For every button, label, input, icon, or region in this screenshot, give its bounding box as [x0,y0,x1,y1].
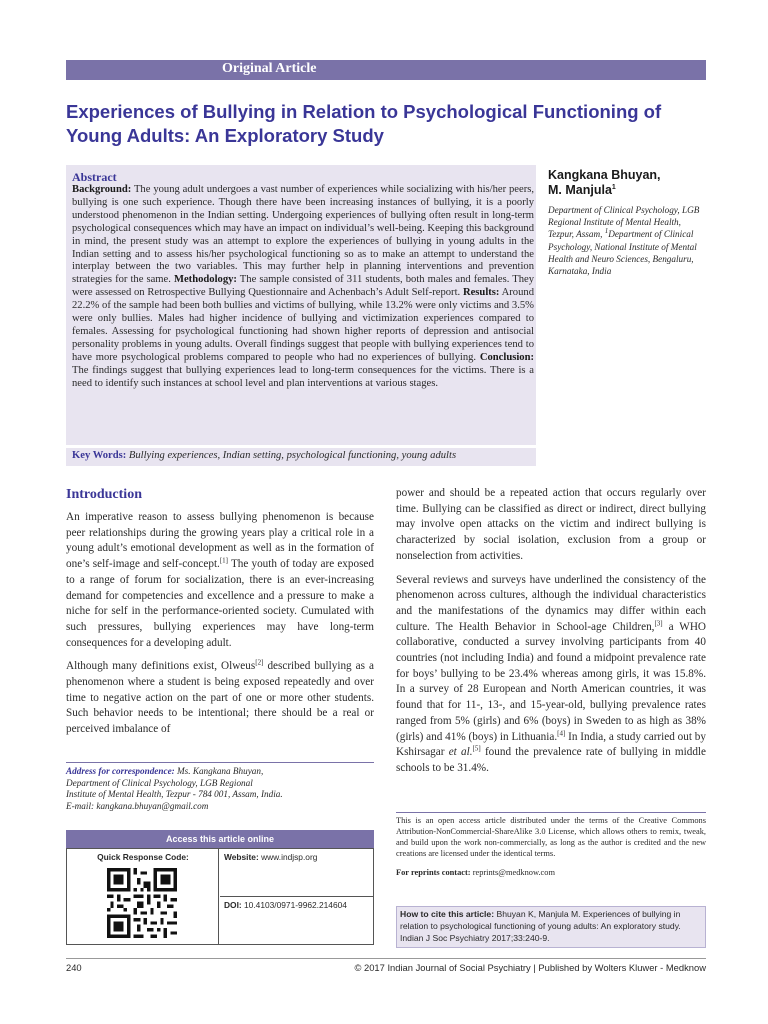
author-1: Kangkana Bhuyan, [548,168,661,182]
keywords [72,450,532,461]
ref-1: [1] [219,556,229,565]
reprints-label: For reprints contact: [396,868,471,877]
article-title: Experiences of Bullying in Relation to Psychological Functioning of Young Adults: An Exploratory Study [66,101,662,146]
cite-text: Bhuyan K, Manjula M. Experiences of bullying in relation to psychological functioning of young adults: An exploratory study. Indian J Soc Psychiatry 2017;33:240-9. [400,909,681,943]
website-cell [220,849,373,897]
affiliation-sup: 1 [604,227,609,236]
ref-2: [2] [255,658,264,667]
ref-3: [3] [654,618,663,627]
abstract-text [72,184,534,391]
correspondence-line-2: Department of Clinical Psychology, LGB Regional [66,777,253,788]
footer-divider [66,958,706,959]
how-to-cite [400,908,704,944]
et-al: et al. [448,746,473,759]
correspondence-label: Address for correspondence: [66,766,175,776]
introduction-heading: Introduction [66,487,142,502]
intro-p2b: described bullying as a phenomenon where a student is being exposed repeatedly and over time to negative action on the part of one or more other students. Such behavior needs to be intentional; there should be a real or perceived imbalance of [66,660,374,736]
qr-label: Quick Response Code: [97,852,189,862]
access-table [66,848,374,945]
intro-paragraph-1 [66,510,374,651]
conclusion-label: Conclusion: [479,351,534,363]
section-banner [66,60,706,80]
correspondence-line-3: Institute of Mental Health, Tezpur - 784 001, Assam, India. [66,789,283,800]
methodology-label: Methodology: [173,274,237,286]
footer-text: © 2017 Indian Journal of Social Psychiatry | Published by Wolters Kluwer - Medknow [354,962,706,973]
qr-code-icon[interactable] [107,866,177,940]
conclusion-text: The findings suggest that bullying experiences lead to long-term consequences for the victims. There is a need to identify such instances at school level and plan interventions at various stages. [72,364,534,389]
intro-p1b: The youth of today are exposed to a range of forum for socialization, there is an ever-increasing demand for competencies and excellence and a pressure to make a niche for self in the performance-oriented society. Cumulated with such pressures, bullying experiences may have long-term consequences for a developing adult. [66,558,374,649]
qr-cell [67,849,219,944]
reprints-email[interactable]: reprints@medknow.com [470,868,555,877]
intro-r2d: found the prevalence rate of bullying in middle schools to be 31.4%. [396,746,707,774]
background-label: Background: [72,184,132,195]
background-text: The young adult undergoes a vast number of experiences while socializing with his/her peers, bullying is one such experience. Though there have been increasing instances of bullying, it is a poorly understood phenomenon in the Indian setting. Undergoing experiences of bullying often result in long-term psychological consequences which may have an impact on individual’s well-being. Keeping this background in mind, the present study was an attempt to explore the experiences of bullying in young adults in the Indian setting and to assess his/her psychological functioning so as to make an attempt to understand the interplay between the two variables. This may further help in planning interventions and prevention strategies for the same. [72,184,534,286]
section-label: Original Article [222,61,317,76]
doi-value[interactable]: 10.4103/0971-9962.214604 [241,900,347,910]
doi-label: DOI: [224,900,242,910]
open-access-divider [396,812,706,813]
intro-paragraph-2 [66,659,374,738]
open-access-notice: This is an open access article distributed under the terms of the Creative Commons Attribution-NonCommercial-ShareAlike 3.0 License, which allows others to remix, tweak, and build upon the work non-commercially, as long as the author is credited and the new creations are licensed under the identical terms. [396,816,706,858]
correspondence [66,766,374,812]
intro-r2a: Several reviews and surveys have underlined the consistency of the phenomenon across cultures, although the individual characteristics and the manifestations of the dynamics may differ within each culture. The Health Behavior in School-age Children, [396,573,706,633]
intro-p2a: Although many definitions exist, Olweus [66,660,256,673]
reprints-contact [396,868,706,877]
cite-label: How to cite this article: [400,909,495,919]
results-text: Around 22.2% of the sample had been both bullies and victims of bullying, while 13.2% were only victims and 3.5% were only bullies. Males had higher incidence of bullying and victimization experiences compared to females. Assessing for psychological functioning had shown higher reports of depression and antisocial personality problems in young adults. Overall findings suggest that people with bullying experiences tend to have more psychological problems compared to people who had no experiences of bullying. [72,287,534,363]
intro-paragraph-3: power and should be a repeated action that occurs regularly over time. Bullying can be classified as direct or indirect, direct bullying may involve open attacks on the victim and indirect bullying is characterized by social isolation, exclusion from a group or nonselection from activities. [396,487,706,562]
author-2-wrap [548,183,713,198]
intro-p1a: An imperative reason to assess bullying phenomenon is because peer relationships during the growing years play a critical role in a young adult’s emotional development as well as in the formation of one’s self-image and self-concept. [66,511,374,571]
results-label: Results: [462,287,500,299]
keywords-label: Key Words: [72,450,127,461]
intro-r2c: In India, a study carried out by Kshirsagar [396,730,706,759]
authors [548,168,713,198]
ref-5: [5] [472,744,481,753]
author-2: M. Manjula [548,183,612,197]
correspondence-divider [66,762,374,763]
correspondence-line-1 [66,766,374,778]
intro-r2b: a WHO collaborative, conducted a survey involving participants from 40 countries (not including India) and found a midpoint prevalence rate for boys’ bullying to be 23.4% whereas among girls, it was 15.8%. In a survey of 28 European and North American countries, it was found that for 11-, 13-, and 15-year-old, bullying prevalence rates ranged from 5% (girls) and 6% (boys) in Sweden to as high as 38% (girls) and 41% (boys) in Lithuania. [396,620,706,743]
correspondence-email: E-mail: kangkana.bhuyan@gmail.com [66,800,209,811]
correspondence-name: Ms. Kangkana Bhuyan, [174,766,264,776]
access-online-heading: Access this article online [66,830,374,848]
abstract-heading: Abstract [72,170,117,184]
ref-4: [4] [557,728,566,737]
intro-paragraph-4 [396,573,706,777]
methodology-text: The sample consisted of 311 students, both males and females. They were assessed on Retrospective Bullying Questionnaire and Achenbach’s Adult Self-report. [72,274,534,299]
affiliation [548,204,708,277]
affiliation-part1: Department of Clinical Psychology, LGB Regional Institute of Mental Health, Tezpur, Assam, [548,205,700,240]
page-number: 240 [66,962,82,973]
right-column [396,486,706,785]
author-2-sup: 1 [611,183,616,191]
doi-cell [220,897,373,944]
affiliation-part2: Department of Clinical Psychology, National Institute of Mental Health and Neuro Sciences, Bengaluru, Karnataka, India [548,229,697,277]
left-column [66,510,374,746]
website-label: Website: [224,852,259,862]
website-link[interactable]: www.indjsp.org [258,852,318,862]
keywords-text: Bullying experiences, Indian setting, psychological functioning, young adults [128,450,457,461]
